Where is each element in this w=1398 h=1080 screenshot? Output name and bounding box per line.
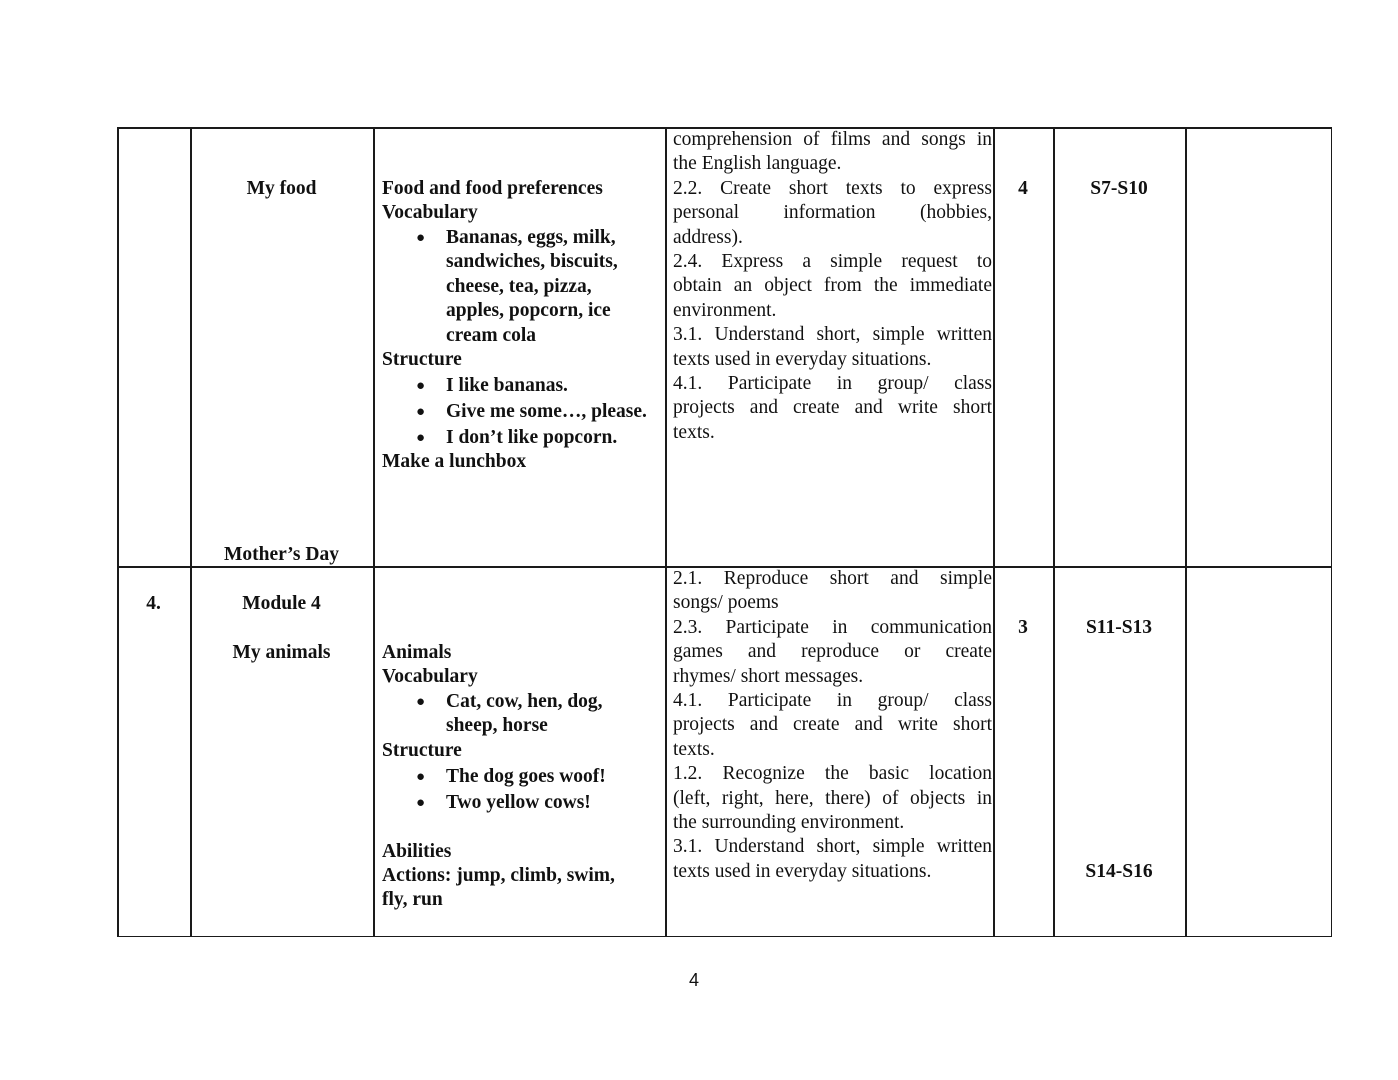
- vocabulary-line: Cat, cow, hen, dog,: [446, 691, 603, 712]
- structure-text: The dog goes woof!: [446, 766, 606, 787]
- vocabulary-item: [416, 226, 618, 348]
- bullet-icon: ●: [416, 378, 426, 394]
- structure-item: [416, 374, 568, 398]
- row-number: 4.: [146, 593, 161, 614]
- module-title: My animals: [232, 642, 331, 663]
- col-divider: [1185, 127, 1187, 937]
- topic-heading: Animals: [382, 642, 452, 663]
- vocabulary-item: [416, 690, 603, 739]
- competence-line: the surrounding environment.: [673, 812, 905, 834]
- bullet-icon: ●: [416, 795, 426, 811]
- vocabulary-line: cream cola: [446, 324, 537, 346]
- competence-line: personal information (hobbies,: [673, 202, 992, 224]
- sessions-range: S7-S10: [1090, 178, 1148, 199]
- module-extra: Mother’s Day: [224, 544, 339, 565]
- vocabulary-line: apples, popcorn, ice: [446, 300, 611, 322]
- competence-line: environment.: [673, 299, 777, 321]
- bullet-icon: ●: [416, 694, 426, 710]
- bullet-icon: ●: [416, 430, 426, 446]
- vocabulary-line: sandwiches, biscuits,: [446, 251, 618, 273]
- actions-line: fly, run: [382, 889, 443, 910]
- module-number: Module 4: [242, 593, 321, 614]
- col-divider: [665, 127, 667, 937]
- competences-list: [673, 567, 992, 884]
- competence-line: 2.1. Reproduce short and simple: [673, 568, 992, 589]
- actions-line: Actions: jump, climb, swim,: [382, 865, 615, 886]
- vocabulary-line: Bananas, eggs, milk,: [446, 227, 616, 248]
- bullet-icon: ●: [416, 769, 426, 785]
- vocabulary-heading: Vocabulary: [382, 666, 478, 687]
- abilities-heading: Abilities: [382, 841, 452, 862]
- vocabulary-heading: Vocabulary: [382, 202, 478, 223]
- competence-line: 1.2. Recognize the basic location: [673, 763, 992, 785]
- competence-line: texts.: [673, 421, 715, 443]
- vocabulary-line: cheese, tea, pizza,: [446, 275, 592, 297]
- hours-count: 3: [1018, 617, 1028, 638]
- bullet-icon: ●: [416, 404, 426, 420]
- competence-line: 3.1. Understand short, simple written: [673, 836, 992, 858]
- competence-line: 3.1. Understand short, simple written: [673, 324, 992, 346]
- structure-item: [416, 765, 606, 789]
- competence-line: projects and create and write short: [673, 714, 992, 736]
- page-number: 4: [689, 970, 700, 990]
- project-label: Make a lunchbox: [382, 451, 527, 472]
- topic-heading: Food and food preferences: [382, 178, 603, 199]
- competence-line: comprehension of films and songs in: [673, 129, 992, 150]
- competence-line: 2.2. Create short texts to express: [673, 177, 992, 199]
- col-divider: [1053, 127, 1055, 937]
- col-divider: [117, 127, 119, 937]
- competence-line: projects and create and write short: [673, 397, 992, 419]
- competence-line: obtain an object from the immediate: [673, 275, 992, 297]
- vocabulary-line: sheep, horse: [446, 715, 548, 737]
- competence-line: songs/ poems: [673, 592, 779, 614]
- bullet-icon: ●: [416, 230, 426, 246]
- competence-line: rhymes/ short messages.: [673, 665, 864, 687]
- structure-heading: Structure: [382, 740, 462, 761]
- competences-list: [673, 128, 992, 445]
- competence-line: 4.1. Participate in group/ class: [673, 373, 992, 395]
- col-divider: [190, 127, 192, 937]
- competence-line: (left, right, here, there) of objects in: [673, 787, 992, 809]
- competence-line: texts.: [673, 738, 715, 760]
- structure-text: I like bananas.: [446, 375, 568, 396]
- col-divider: [993, 127, 995, 937]
- sessions-range-2: S14-S16: [1085, 861, 1153, 882]
- structure-item: [416, 791, 591, 815]
- competence-line: texts used in everyday situations.: [673, 860, 932, 882]
- structure-heading: Structure: [382, 349, 462, 370]
- competence-line: games and reproduce or create: [673, 641, 992, 663]
- competence-line: 2.3. Participate in communication: [673, 616, 992, 638]
- structure-text: Two yellow cows!: [446, 792, 591, 813]
- competence-line: texts used in everyday situations.: [673, 348, 932, 370]
- sessions-range: S11-S13: [1085, 617, 1153, 638]
- competence-line: 4.1. Participate in group/ class: [673, 690, 992, 712]
- hours-count: 4: [1018, 178, 1028, 199]
- structure-item: [416, 426, 618, 450]
- competence-line: 2.4. Express a simple request to: [673, 251, 992, 273]
- structure-text: Give me some…, please.: [446, 401, 647, 422]
- structure-item: [416, 400, 647, 424]
- structure-text: I don’t like popcorn.: [446, 427, 618, 448]
- table-border-bottom: [117, 936, 1332, 938]
- competence-line: address).: [673, 226, 743, 248]
- col-divider: [1331, 127, 1333, 937]
- col-divider: [373, 127, 375, 937]
- module-title: My food: [246, 178, 317, 199]
- competence-line: the English language.: [673, 153, 842, 175]
